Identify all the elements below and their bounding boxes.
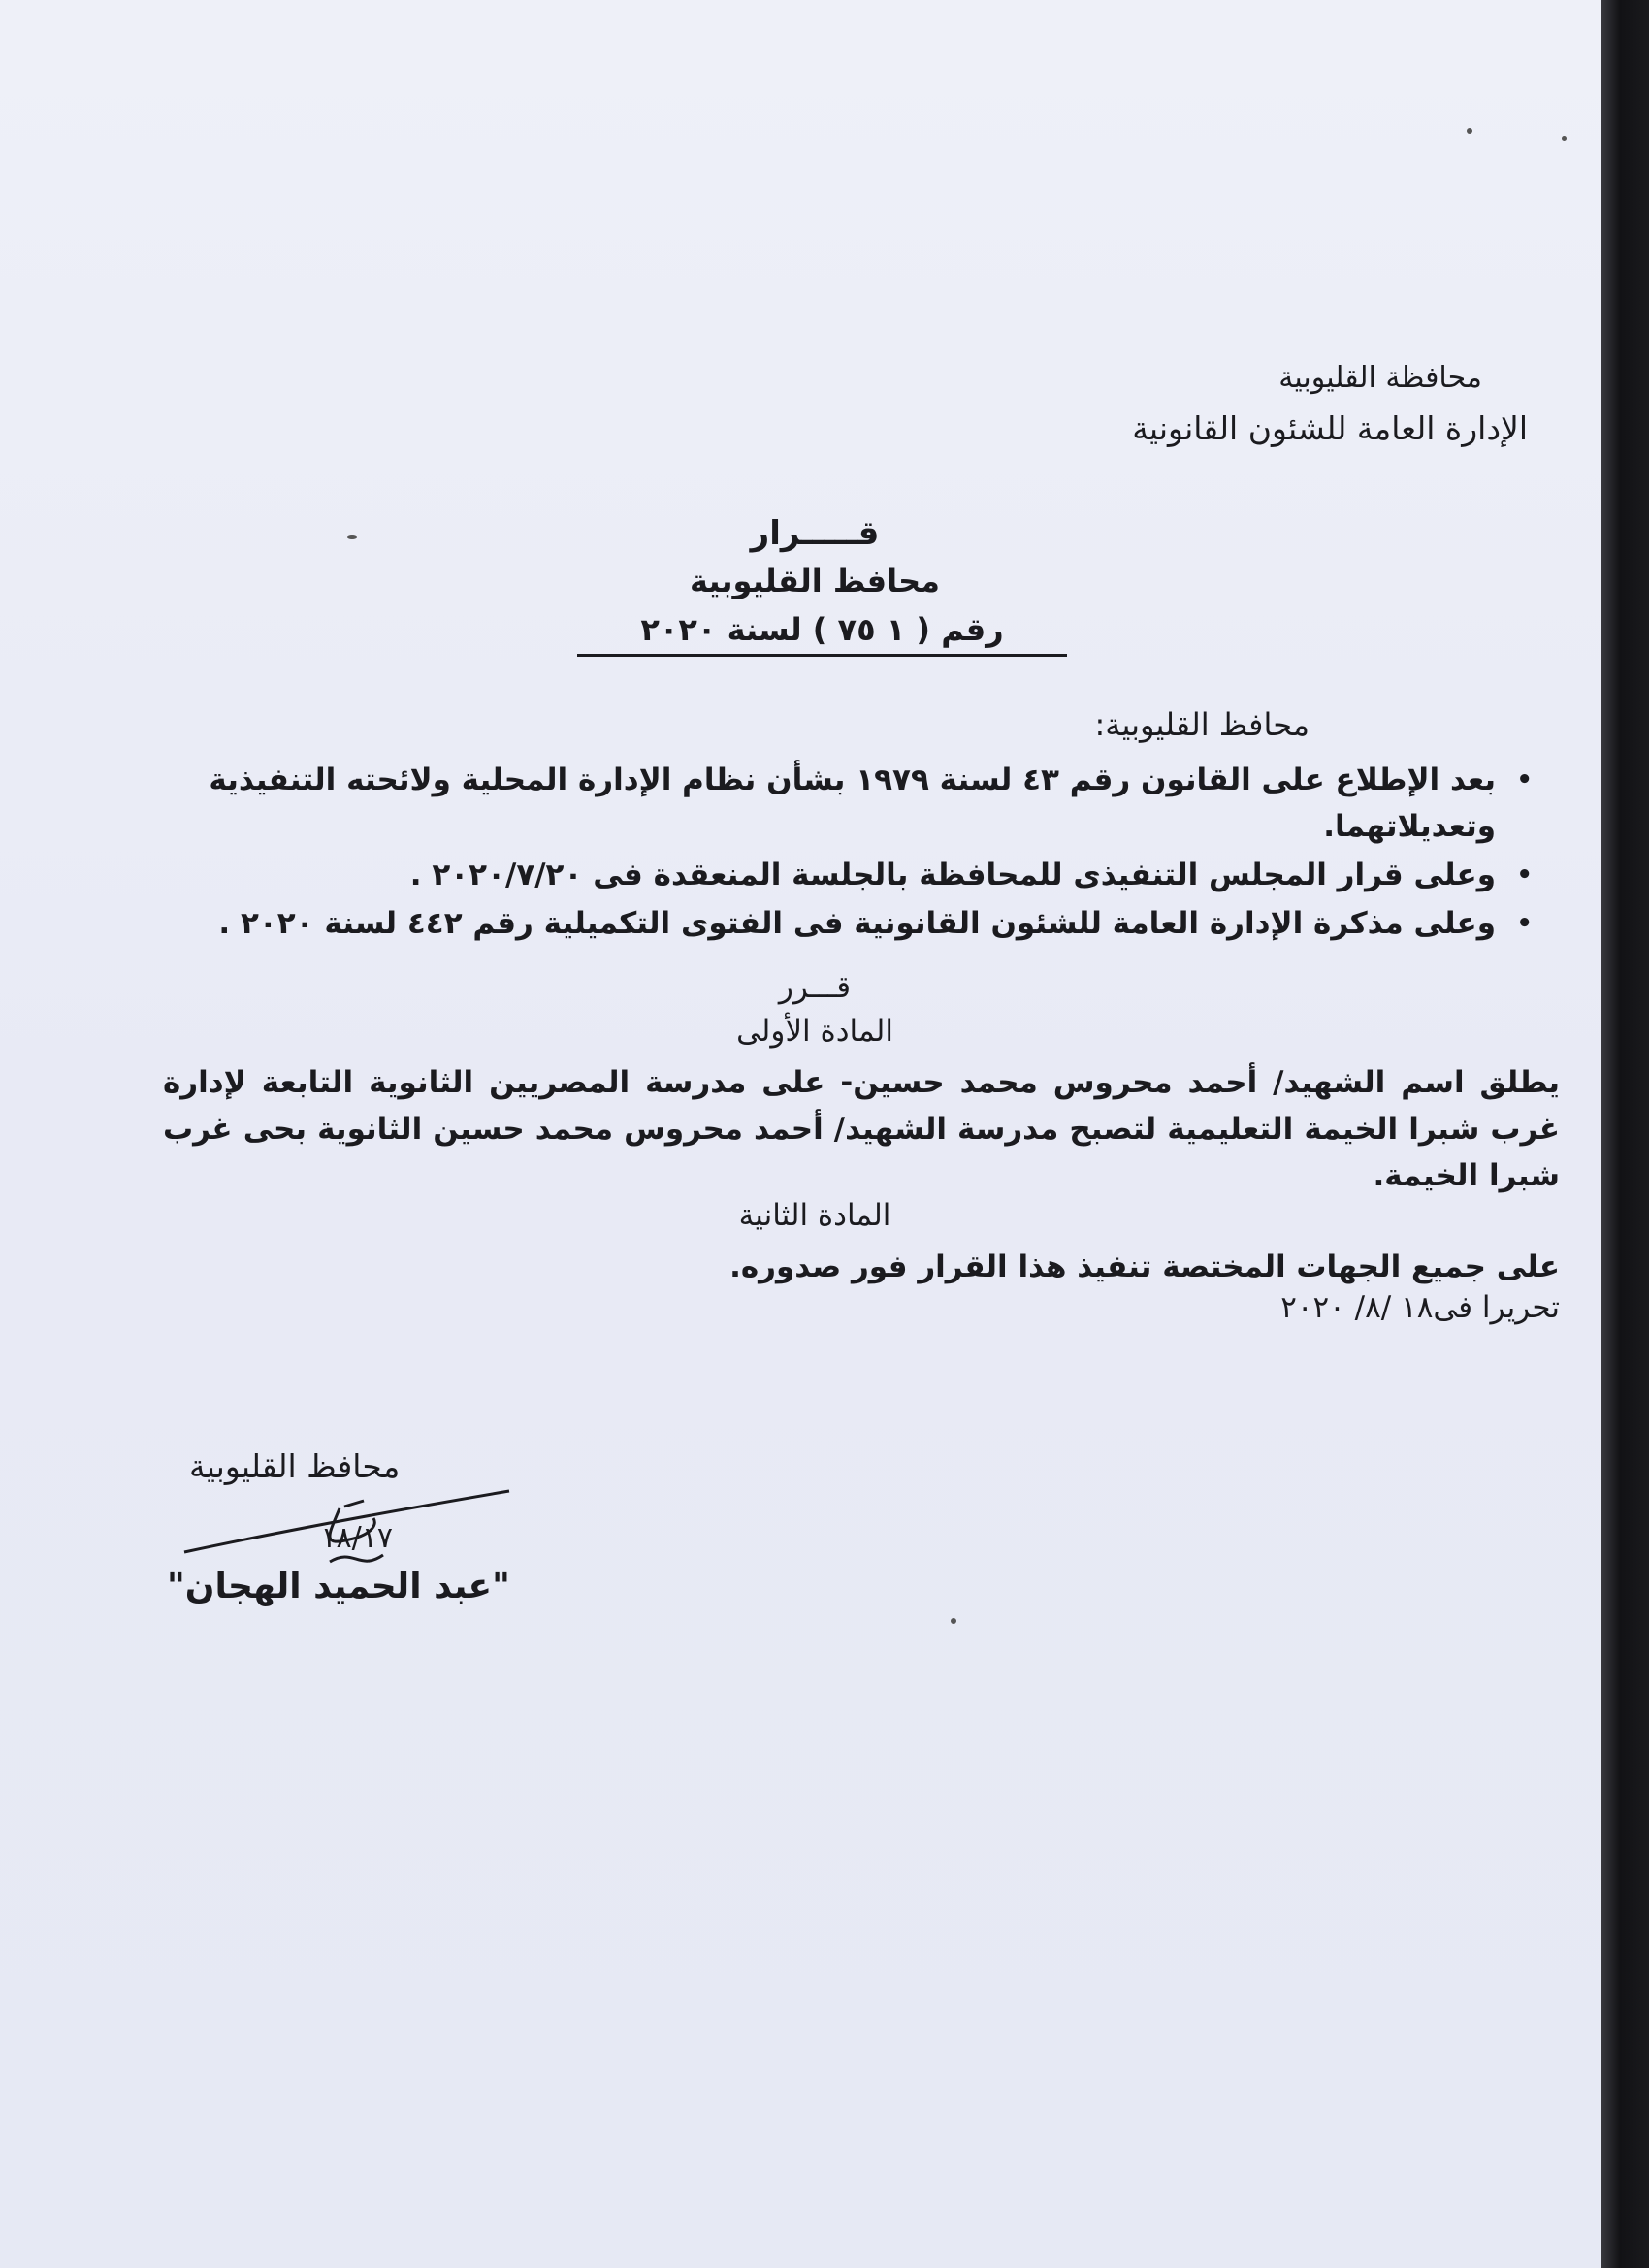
decree-number: رقم ( ١ ٧٥ ) لسنة ٢٠٢٠ [577,611,1067,657]
handwritten-signature [175,1479,524,1576]
article-2-body: على جميع الجهات المختصة تنفيذ هذا القرار فور صدوره. [729,1249,1560,1284]
signature-title: محافظ القليوبية [189,1447,401,1485]
issued-date: تحريرا فى١٨ /٨/ ٢٠٢٠ [1280,1290,1560,1325]
scan-speck [347,535,357,539]
department-header: الإدارة العامة للشئون القانونية [1132,409,1528,447]
preamble-list [147,757,1535,949]
decided-heading: قـــرر [778,970,852,1005]
handwritten-date: ١٨/١٧ [320,1521,393,1555]
preamble-heading: محافظ القليوبية: [1094,706,1310,743]
preamble-item: • بعد الإطلاع على القانون رقم ٤٣ لسنة ١٩٧٩ بشأن نظام الإدارة المحلية ولائحته التنفيذية وتعديلاتهما. [147,757,1535,850]
scan-speck [1562,136,1567,141]
scan-speck [1467,128,1472,134]
scan-edge [1600,0,1649,2268]
decree-issuer: محافظ القليوبية [690,563,940,599]
governorate-header: محافظة القليوبية [1278,361,1482,395]
article-1-heading: المادة الأولى [736,1014,893,1049]
article-1-body: يطلق اسم الشهيد/ أحمد محروس محمد حسين- على مدرسة المصريين الثانوية التابعة لإدارة غرب شبرا الخيمة التعليمية لتصبح مدرسة الشهيد/ أحمد محروس محمد حسين الثانوية بحى غرب شبرا الخيمة. [163,1065,1560,1193]
article-2-heading: المادة الثانية [738,1198,891,1233]
decree-title: قـــــرار [750,514,880,553]
preamble-item: • وعلى قرار المجلس التنفيذى للمحافظة بالجلسة المنعقدة فى ٢٠٢٠/٧/٢٠ . [147,852,1535,898]
signatory-name: "عبد الحميد الهجان" [167,1567,510,1606]
scan-speck [951,1618,956,1624]
preamble-item: • وعلى مذكرة الإدارة العامة للشئون القانونية فى الفتوى التكميلية رقم ٤٤٢ لسنة ٢٠٢٠ . [147,900,1535,947]
